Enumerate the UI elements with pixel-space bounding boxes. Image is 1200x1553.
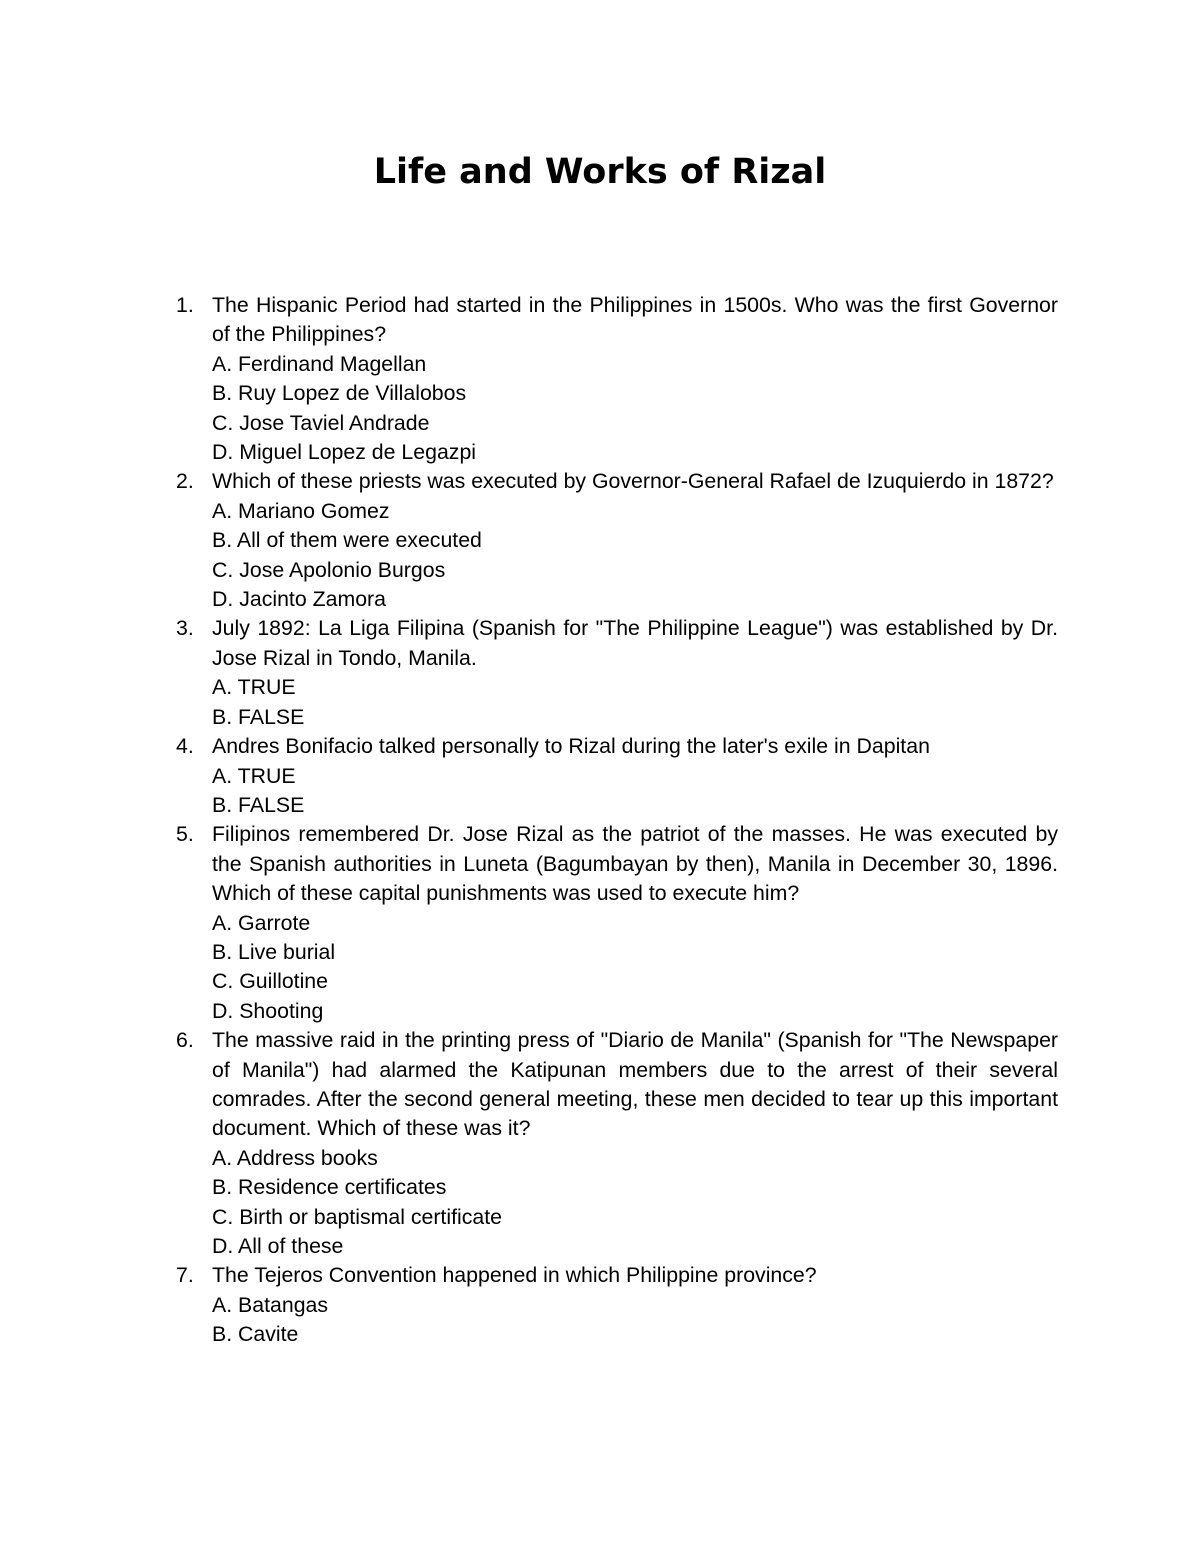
question-text: Filipinos remembered Dr. Jose Rizal as the patriot of the masses. He was executed by the Spanish authorities in Luneta (Bagumbayan by then), Manila in December 30, 1896. Which of these capital punishments was used to execute him? (212, 822, 1058, 906)
answer-option: A. TRUE (212, 675, 296, 700)
question-list (176, 291, 1058, 1350)
answer-options (212, 673, 1058, 732)
answer-option: D. Miguel Lopez de Legazpi (212, 440, 477, 465)
answer-options (212, 762, 1058, 821)
answer-options (212, 497, 1058, 615)
question-item (176, 820, 1058, 1026)
answer-option: A. TRUE (212, 763, 296, 788)
question-text: The Tejeros Convention happened in which Philippine province? (212, 1263, 817, 1288)
question-item (176, 732, 1058, 820)
answer-option: C. Jose Apolonio Burgos (212, 557, 446, 582)
answer-option: D. Jacinto Zamora (212, 587, 386, 612)
answer-option: B. Ruy Lopez de Villalobos (212, 381, 467, 406)
answer-options (212, 350, 1058, 468)
question-text: Which of these priests was executed by Governor-General Rafael de Izuquierdo in 1872? (212, 469, 1054, 494)
answer-options (212, 1144, 1058, 1262)
answer-option: C. Birth or baptismal certificate (212, 1204, 502, 1229)
question-text: July 1892: La Liga Filipina (Spanish for "The Philippine League") was established by Dr. Jose Rizal in Tondo, Manila. (212, 616, 1058, 670)
question-number: 3. (176, 616, 194, 641)
answer-option: A. Address books (212, 1145, 378, 1170)
answer-option: B. All of them were executed (212, 528, 482, 553)
answer-option: A. Batangas (212, 1292, 329, 1317)
answer-option: D. Shooting (212, 998, 324, 1023)
question-item (176, 1026, 1058, 1261)
answer-option: B. Live burial (212, 939, 336, 964)
answer-options (212, 909, 1058, 1027)
question-text: The massive raid in the printing press of "Diario de Manila" (Spanish for "The Newspaper of Manila") had alarmed the Katipunan members due to the arrest of their several comrades. After the second general meeting, these men decided to tear up this important document. Which of these was it? (212, 1028, 1058, 1141)
question-item (176, 291, 1058, 467)
question-number: 6. (176, 1028, 194, 1053)
question-text: The Hispanic Period had started in the Philippines in 1500s. Who was the first Governor of the Philippines? (212, 293, 1058, 347)
answer-option: C. Guillotine (212, 969, 328, 994)
question-item (176, 467, 1058, 614)
question-item (176, 614, 1058, 732)
question-number: 2. (176, 469, 194, 494)
answer-option: A. Ferdinand Magellan (212, 351, 427, 376)
page-title: Life and Works of Rizal (373, 152, 827, 192)
answer-option: B. FALSE (212, 704, 305, 729)
answer-option: B. Residence certificates (212, 1175, 447, 1200)
question-text: Andres Bonifacio talked personally to Rizal during the later's exile in Dapitan (212, 734, 930, 759)
answer-option: B. Cavite (212, 1322, 299, 1347)
question-number: 4. (176, 734, 194, 759)
answer-option: D. All of these (212, 1234, 344, 1258)
answer-option: C. Jose Taviel Andrade (212, 410, 430, 435)
answer-option: A. Garrote (212, 910, 311, 935)
question-number: 1. (176, 293, 194, 317)
answer-option: B. FALSE (212, 792, 305, 817)
answer-option: A. Mariano Gomez (212, 498, 390, 523)
question-item (176, 1261, 1058, 1349)
question-number: 5. (176, 822, 194, 847)
question-number: 7. (176, 1263, 194, 1288)
answer-options (212, 1291, 1058, 1350)
